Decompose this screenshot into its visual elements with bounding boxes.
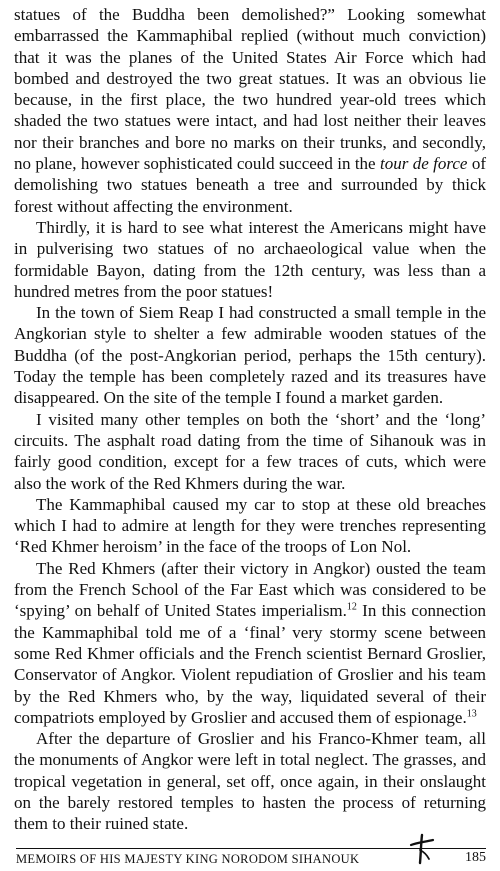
paragraph-1 [14,4,486,217]
footnote-ref-12[interactable]: 12 [346,601,357,613]
paragraph-6-segment-1: The Red Khmers (after their victory in Angkor) ousted the team from the French School of the Far East which was considered to be ‘spying’ on behalf of United States imperialism. [14,558,486,621]
body-text [14,4,486,835]
paragraph-4-text: I visited many other temples on both the ‘short’ and the ‘long’ circuits. The asphalt road dating from the time of Sihanouk was in fairly good condition, except for a few traces of cuts, which were also the work of the Red Khmers during the war. [14,409,486,493]
paragraph-5-text: The Kammaphibal caused my car to stop at these old breaches which I had to admire at length for they were trenches representing ‘Red Khmer heroism’ in the face of the troops of Lon Nol. [14,494,486,557]
paragraph-4 [14,409,486,494]
italic-phrase: tour de force [379,154,468,174]
paragraph-6-segment-3: In this connection the Kammaphibal told me of a ‘final’ very stormy scene between some Red Khmer officials and the French scientist Bernard Groslier, Conservator of Angkor. Violent repudiation of Groslier and his team by the Red Khmers who, by the way, liquidated several of their compatriots employed by Groslier and accused them of espionage. [14,601,486,727]
page-number: 185 [465,850,486,865]
paragraph-3-text: In the town of Siem Reap I had constructed a small temple in the Angkorian style to shelter a few admirable wooden statues of the Buddha (of the post-Angkorian period, perhaps the 15th century). Today the temple has been completely razed and its treasures have disappeared. On the site of the temple I found a market garden. [14,303,486,408]
footnote-ref-13[interactable]: 13 [466,708,477,720]
paragraph-7-text: After the departure of Groslier and his Franco-Khmer team, all the monuments of Angkor were left in total neglect. The grasses, and tropical vegetation in general, set off, once again, in their onslaught on the barely restored temples to hasten the process of returning them to their ruined state. [14,729,486,834]
paragraph-1-segment-1: statues of the Buddha been demolished?” Looking somewhat embarrassed the Kammaphibal replied (without much conviction) that it was the planes of the United States Air Force which had bombed and destroyed the two great statues. It was an obvious lie because, in the first place, the two hundred year-old trees which shaded the two statues were intact, and had lost neither their leaves nor their branches and bore no marks on their trunks, and secondly, no plane, however sophisticated could succeed in the [14,5,486,174]
paragraph-5 [14,494,486,558]
paragraph-1-segment-3: of demolishing two statues beneath a tree and surrounded by thick forest without affecting the environment. [14,154,486,216]
paragraph-7 [14,728,486,834]
handwritten-mark-icon [408,833,436,865]
paragraph-2-text: Thirdly, it is hard to see what interest the Americans might have in pulverising two statues of no archaeological value when the formidable Bayon, dating from the 12th century, was less than a hundred metres from the poor statues! [14,217,486,301]
paragraph-6 [14,558,486,728]
paragraph-3 [14,302,486,408]
running-footer [16,848,486,867]
running-title: MEMOIRS OF HIS MAJESTY KING NORODOM SIHANOUK [16,852,360,866]
paragraph-2 [14,217,486,302]
